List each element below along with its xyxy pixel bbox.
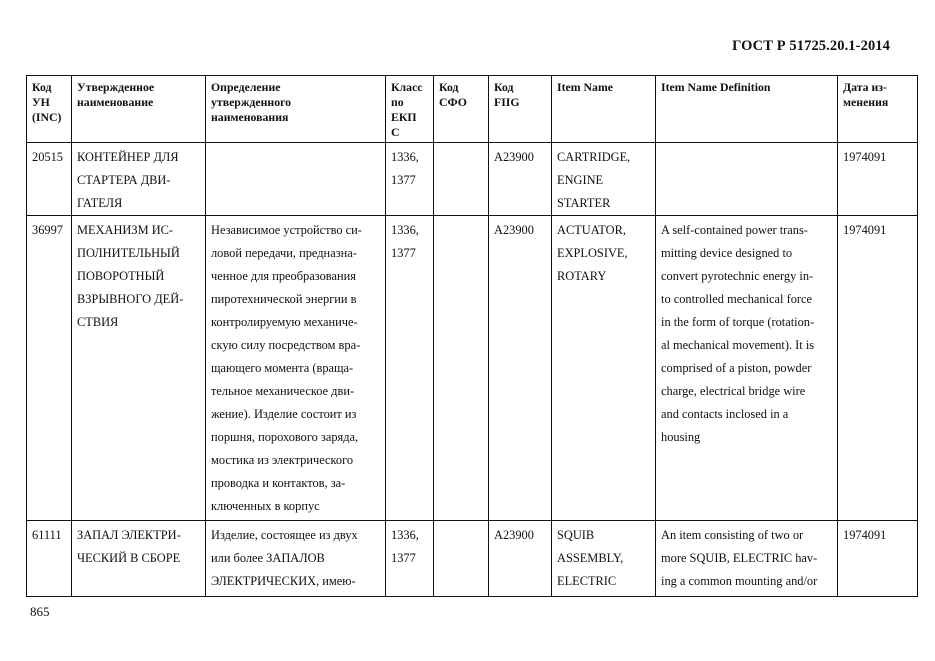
cell-definition xyxy=(206,143,386,216)
col-header-item-name: Item Name xyxy=(552,76,656,143)
cell-change-date: 1974091 xyxy=(838,143,918,216)
col-header-definition: Определение утвержденного наименования xyxy=(206,76,386,143)
classification-table xyxy=(26,75,918,597)
cell-inc: 36997 xyxy=(27,216,72,521)
table-row xyxy=(27,143,918,216)
col-header-change-date: Дата из- менения xyxy=(838,76,918,143)
cell-sfo xyxy=(434,521,489,597)
cell-sfo xyxy=(434,216,489,521)
col-header-sfo: Код СФО xyxy=(434,76,489,143)
cell-item-definition: A self-contained power trans- mitting device designed to convert pyrotechnic energy in- to controlled mechanical force in the form of torque (rotation- al mechanical movement). It is comprised of a piston, powder charge, electrical bridge wire and contacts inclosed in a housing xyxy=(656,216,838,521)
cell-sfo xyxy=(434,143,489,216)
col-header-class: Класс по ЕКП С xyxy=(386,76,434,143)
cell-item-name: CARTRIDGE, ENGINE STARTER xyxy=(552,143,656,216)
col-header-approved-name: Утвержденное наименование xyxy=(72,76,206,143)
cell-item-definition: An item consisting of two or more SQUIB, ELECTRIC hav- ing a common mounting and/or xyxy=(656,521,838,597)
cell-class: 1336, 1377 xyxy=(386,521,434,597)
cell-item-name: SQUIB ASSEMBLY, ELECTRIC xyxy=(552,521,656,597)
cell-fiig: A23900 xyxy=(489,216,552,521)
cell-change-date: 1974091 xyxy=(838,216,918,521)
col-header-fiig: Код FIIG xyxy=(489,76,552,143)
cell-inc: 20515 xyxy=(27,143,72,216)
cell-definition: Независимое устройство си- ловой передачи, предназна- ченное для преобразования пиротехнической энергии в контролируемую механиче- скую силу посредством вра- щающего момента (враща- тельное механическое дви- жение). Изделие состоит из поршня, порохового заряда, мостика из электрического проводка и контактов, за- ключенных в корпус xyxy=(206,216,386,521)
cell-approved-name: КОНТЕЙНЕР ДЛЯ СТАРТЕРА ДВИ- ГАТЕЛЯ xyxy=(72,143,206,216)
cell-fiig: A23900 xyxy=(489,521,552,597)
cell-item-name: ACTUATOR, EXPLOSIVE, ROTARY xyxy=(552,216,656,521)
table-row xyxy=(27,521,918,597)
cell-fiig: A23900 xyxy=(489,143,552,216)
col-header-item-definition: Item Name Definition xyxy=(656,76,838,143)
col-header-inc: Код УН (INC) xyxy=(27,76,72,143)
document-code: ГОСТ Р 51725.20.1-2014 xyxy=(732,38,890,54)
cell-approved-name: ЗАПАЛ ЭЛЕКТРИ- ЧЕСКИЙ В СБОРЕ xyxy=(72,521,206,597)
cell-item-definition xyxy=(656,143,838,216)
cell-class: 1336, 1377 xyxy=(386,143,434,216)
cell-inc: 61111 xyxy=(27,521,72,597)
cell-approved-name: МЕХАНИЗМ ИС- ПОЛНИТЕЛЬНЫЙ ПОВОРОТНЫЙ ВЗРЫВНОГО ДЕЙ- СТВИЯ xyxy=(72,216,206,521)
table-header-row xyxy=(27,76,918,143)
page-number: 865 xyxy=(30,604,50,619)
cell-change-date: 1974091 xyxy=(838,521,918,597)
table-row xyxy=(27,216,918,521)
cell-class: 1336, 1377 xyxy=(386,216,434,521)
cell-definition: Изделие, состоящее из двух или более ЗАПАЛОВ ЭЛЕКТРИЧЕСКИХ, имею- xyxy=(206,521,386,597)
